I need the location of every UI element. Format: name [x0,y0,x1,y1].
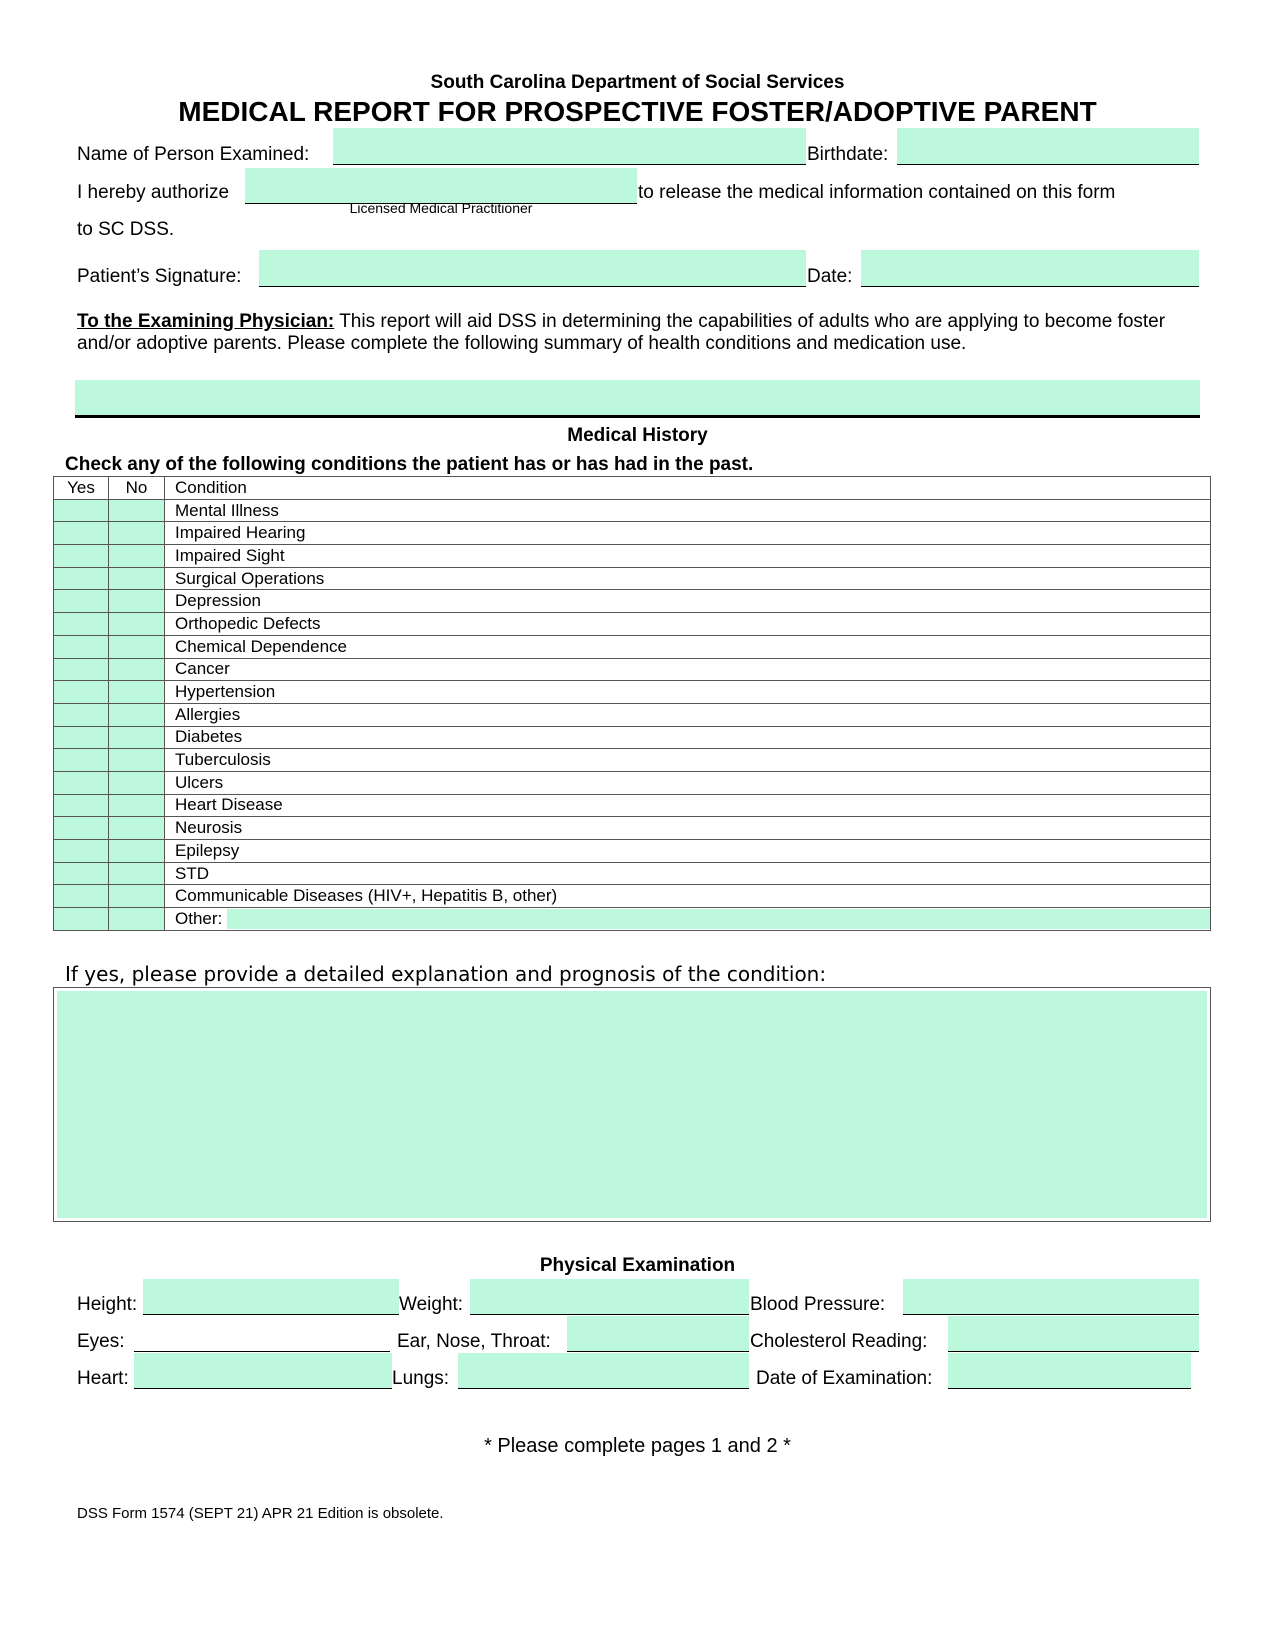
ent-label: Ear, Nose, Throat: [397,1331,551,1352]
condition-label: Impaired Hearing [165,522,1211,545]
agency-name: South Carolina Department of Social Services [430,72,845,93]
other-label: Other: [175,908,223,928]
explanation-label: If yes, please provide a detailed explanation and prognosis of the condition: [65,962,827,986]
condition-label: Ulcers [165,771,1211,794]
no-checkbox[interactable] [109,635,165,658]
authorize-field-line [245,168,637,204]
medication-field[interactable] [75,380,1200,415]
physical-exam-title: Physical Examination [539,1255,736,1276]
signature-input[interactable] [259,250,806,286]
condition-label: Neurosis [165,817,1211,840]
condition-row [54,545,1211,568]
condition-label: Hypertension [165,681,1211,704]
condition-label: Chemical Dependence [165,635,1211,658]
no-checkbox[interactable] [109,499,165,522]
table-header-row [54,477,1211,500]
condition-label: Surgical Operations [165,567,1211,590]
height-label: Height: [77,1294,138,1315]
condition-row [54,590,1211,613]
practitioner-sublabel: Licensed Medical Practitioner [349,200,533,216]
condition-row [54,703,1211,726]
yes-checkbox[interactable] [54,658,109,681]
birthdate-label: Birthdate: [807,144,889,165]
condition-row [54,771,1211,794]
condition-label: Epilepsy [165,840,1211,863]
condition-row [54,658,1211,681]
no-checkbox[interactable] [109,726,165,749]
condition-label: Heart Disease [165,794,1211,817]
yes-checkbox[interactable] [54,681,109,704]
no-column-header: No [109,477,165,500]
condition-label: Depression [165,590,1211,613]
ent-input[interactable] [567,1316,749,1352]
heart-label: Heart: [77,1368,129,1389]
no-checkbox[interactable] [109,749,165,772]
condition-label: STD [165,862,1211,885]
yes-checkbox[interactable] [54,771,109,794]
no-checkbox[interactable] [109,771,165,794]
condition-row [54,817,1211,840]
yes-checkbox[interactable] [54,703,109,726]
signature-date-input[interactable] [861,250,1199,286]
blood-pressure-label: Blood Pressure: [750,1294,886,1315]
eyes-input[interactable] [134,1316,390,1352]
eyes-label: Eyes: [77,1331,125,1352]
yes-checkbox[interactable] [54,817,109,840]
no-checkbox[interactable] [109,840,165,863]
condition-row [54,567,1211,590]
condition-row [54,726,1211,749]
yes-checkbox[interactable] [54,885,109,908]
no-checkbox[interactable] [109,658,165,681]
no-checkbox[interactable] [109,817,165,840]
name-field-line [333,128,806,165]
yes-checkbox[interactable] [54,567,109,590]
condition-label: Diabetes [165,726,1211,749]
no-checkbox[interactable] [109,681,165,704]
condition-row [54,862,1211,885]
no-checkbox[interactable] [109,794,165,817]
condition-column-header: Condition [165,477,1211,500]
no-checkbox[interactable] [109,567,165,590]
explanation-input[interactable] [57,991,1207,1218]
other-condition-cell [165,908,1211,931]
explanation-box [53,987,1211,1222]
yes-checkbox[interactable] [54,840,109,863]
condition-label: Communicable Diseases (HIV+, Hepatitis B, other) [165,885,1211,908]
medical-history-instruction: Check any of the following conditions the patient has or has had in the past. [65,454,754,475]
signature-label: Patient’s Signature: [77,266,242,287]
birthdate-input[interactable] [897,128,1199,164]
condition-label: Tuberculosis [165,749,1211,772]
no-checkbox[interactable] [109,703,165,726]
condition-row [54,885,1211,908]
weight-input[interactable] [470,1279,749,1315]
no-checkbox[interactable] [109,590,165,613]
lungs-input[interactable] [458,1353,749,1389]
complete-pages-note: * Please complete pages 1 and 2 * [484,1435,791,1457]
height-input[interactable] [143,1279,399,1315]
no-checkbox[interactable] [109,522,165,545]
no-checkbox[interactable] [109,613,165,636]
name-input[interactable] [333,128,806,164]
condition-row [54,613,1211,636]
yes-checkbox[interactable] [54,590,109,613]
lungs-label: Lungs: [392,1368,450,1389]
condition-label: Cancer [165,658,1211,681]
birthdate-field-line [897,128,1199,165]
condition-row-other [54,908,1211,931]
heart-input[interactable] [134,1353,392,1389]
weight-label: Weight: [399,1294,464,1315]
yes-checkbox[interactable] [54,794,109,817]
no-checkbox[interactable] [109,908,165,931]
other-condition-input[interactable] [227,909,1210,929]
yes-checkbox[interactable] [54,613,109,636]
yes-checkbox[interactable] [54,522,109,545]
yes-column-header: Yes [54,477,109,500]
yes-checkbox[interactable] [54,908,109,931]
authorize-label: I hereby authorize [77,182,230,203]
date-label: Date: [807,266,853,287]
yes-checkbox[interactable] [54,499,109,522]
condition-row [54,499,1211,522]
date-field-line [861,250,1199,287]
physician-note [77,311,1202,355]
condition-row [54,794,1211,817]
practitioner-input[interactable] [245,168,637,203]
condition-row [54,840,1211,863]
medical-history-title: Medical History [567,425,708,446]
condition-row [54,635,1211,658]
cholesterol-label: Cholesterol Reading: [750,1331,928,1352]
condition-row [54,681,1211,704]
yes-checkbox[interactable] [54,545,109,568]
section-divider [75,415,1200,418]
form-title: MEDICAL REPORT FOR PROSPECTIVE FOSTER/ADOPTIVE PARENT [178,96,1097,127]
no-checkbox[interactable] [109,545,165,568]
condition-row [54,522,1211,545]
yes-checkbox[interactable] [54,726,109,749]
condition-label: Impaired Sight [165,545,1211,568]
exam-date-label: Date of Examination: [756,1368,933,1389]
physician-note-heading: To the Examining Physician: [77,311,335,332]
signature-field-line [259,250,806,287]
to-sc-dss-text: to SC DSS. [77,219,175,240]
exam-date-input[interactable] [948,1353,1191,1389]
condition-label: Allergies [165,703,1211,726]
condition-label: Mental Illness [165,499,1211,522]
form-identifier: DSS Form 1574 (SEPT 21) APR 21 Edition is obsolete. [77,1505,444,1522]
condition-row [54,749,1211,772]
condition-label: Orthopedic Defects [165,613,1211,636]
name-label: Name of Person Examined: [77,144,310,165]
physician-note-body: This report will aid DSS in determining the capabilities of adults who are applying to become foster and/or adoptive parents. Please complete the following summary of health conditions and medication use. [77,311,1166,354]
cholesterol-input[interactable] [948,1316,1199,1352]
no-checkbox[interactable] [109,885,165,908]
no-checkbox[interactable] [109,862,165,885]
conditions-table [53,476,1211,931]
blood-pressure-input[interactable] [903,1279,1199,1315]
release-text: to release the medical information contained on this form [638,182,1116,203]
yes-checkbox[interactable] [54,749,109,772]
yes-checkbox[interactable] [54,635,109,658]
yes-checkbox[interactable] [54,862,109,885]
